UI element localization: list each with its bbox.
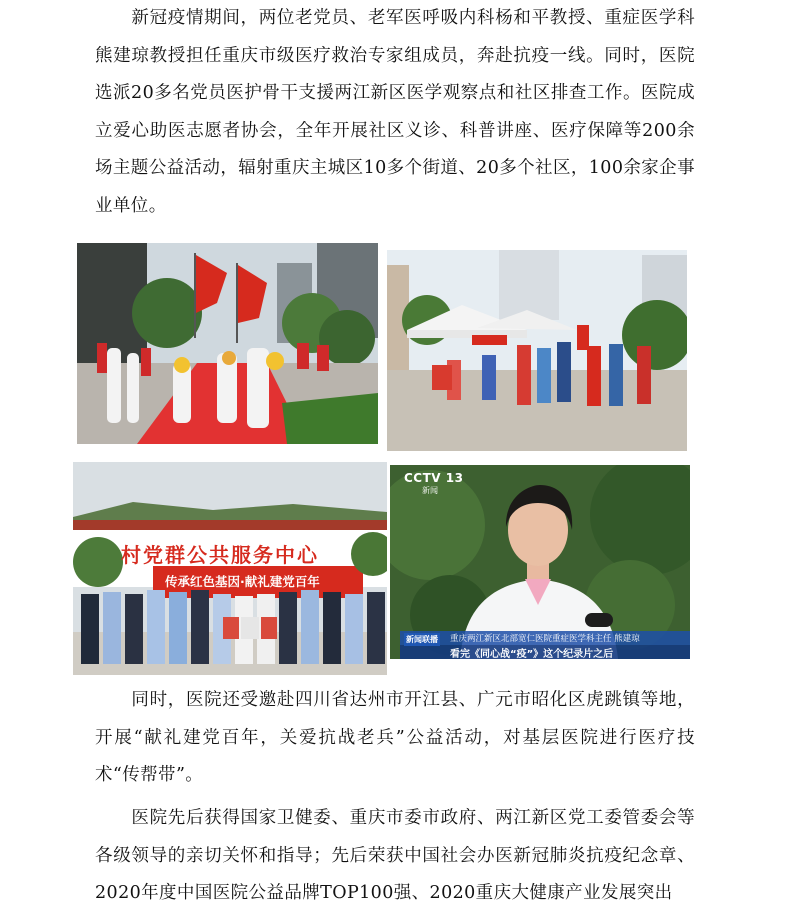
building-sign-text: 村党群公共服务中心 xyxy=(121,543,319,567)
cctv13-logo: CCTV 13 xyxy=(404,471,464,485)
paragraph-epidemic-support: 新冠疫情期间，两位老党员、老军医呼吸内科杨和平教授、重症医学科熊建琼教授担任重庆市级医疗救治专家组成员，奔赴抗疫一线。同时，医院选派20多名党员医护骨干支援两江新区医学观察点和社区排查工作。医院成立爱心助医志愿者协会，全年开展社区义诊、科普讲座、医疗保障等200余场主题公益活动，辐射重庆主城区10多个街道、20多个社区，100余家企事业单位。 xyxy=(95,8,695,216)
paragraph-honors: 医院先后获得国家卫健委、重庆市委市政府、两江新区党工委管委会等各级领导的亲切关怀和指导；先后荣获中国社会办医新冠肺炎抗疫纪念章、2020年度中国医院公益品牌TOP100强、2020重庆大健康产业发展突出 xyxy=(95,808,695,903)
cctv13-subtitle: 新闻 xyxy=(422,486,438,495)
photo-group-service-center xyxy=(73,462,387,675)
red-banner-text: 传承红色基因·献礼建党百年 xyxy=(165,574,320,589)
lower-third-name: 重庆两江新区北部宽仁医院重症医学科主任 熊建琼 xyxy=(450,634,640,644)
photo-community-clinic xyxy=(387,250,687,451)
photo-cctv-interview xyxy=(390,465,690,659)
paragraph-veterans-activity: 同时，医院还受邀赴四川省达州市开江县、广元市昭化区虎跳镇等地，开展“献礼建党百年，关爱抗战老兵”公益活动，对基层医院进行医疗技术“传帮带”。 xyxy=(95,690,695,785)
photo-welcome-ceremony xyxy=(77,243,378,444)
xinwen-lianbo-logo: 新闻联播 xyxy=(406,635,438,644)
lower-third-title: 看完《同心战“疫”》这个纪录片之后 xyxy=(450,649,614,659)
